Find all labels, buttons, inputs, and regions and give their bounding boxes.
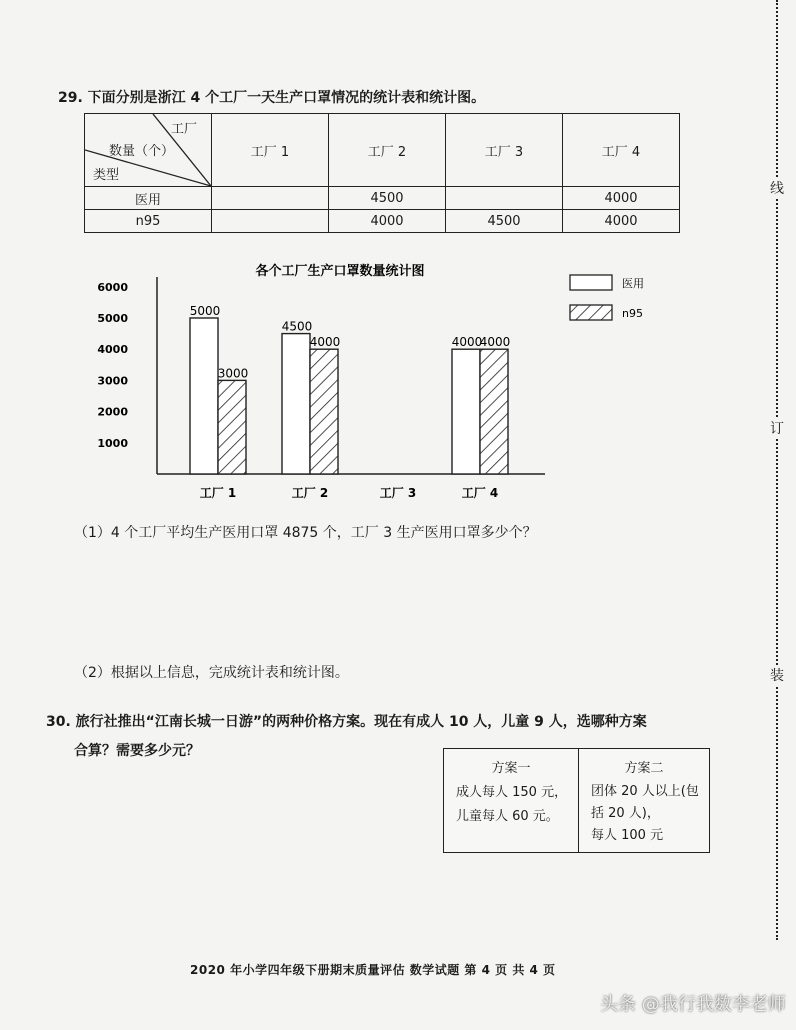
legend-swatch-n95	[570, 305, 612, 320]
table-cell[interactable]	[446, 187, 563, 210]
q29-sub2: （2）根据以上信息，完成统计表和统计图。	[74, 665, 349, 681]
table-row	[85, 187, 680, 210]
row-label: n95	[85, 210, 212, 233]
y-tick-label: 6000	[97, 280, 128, 294]
data-label: 4000	[309, 335, 341, 350]
q29-sub1: （1）4 个工厂平均生产医用口罩 4875 个，工厂 3 生产医用口罩多少个？	[74, 525, 537, 541]
data-label: 5000	[189, 304, 221, 318]
y-axis-ticks	[97, 281, 128, 450]
table-cell: 4500	[446, 210, 563, 233]
table-diagonal-header	[85, 114, 212, 187]
y-tick-label: 2000	[97, 405, 128, 419]
table-row	[85, 210, 680, 233]
q29-title: 29. 下面分别是浙江 4 个工厂一天生产口罩情况的统计表和统计图。	[58, 90, 486, 106]
plan-one-box	[443, 748, 579, 853]
q30-title: 30. 旅行社推出“江南长城一日游”的两种价格方案。现在有成人 10 人，儿童 9 人，选哪种方案	[46, 714, 647, 730]
x-tick-label: 工厂 3	[379, 486, 417, 500]
data-label: 4500	[281, 319, 313, 334]
chart-title: 各个工厂生产口罩数量统计图	[255, 264, 425, 279]
bars	[190, 304, 511, 474]
col-header: 工厂 4	[563, 114, 680, 187]
x-tick-label: 工厂 2	[291, 486, 329, 500]
legend	[570, 275, 644, 320]
row-label: 医用	[85, 187, 212, 210]
legend-swatch-medical	[570, 275, 612, 290]
bar-medical	[282, 334, 310, 474]
dotted-binding-line	[776, 0, 778, 940]
bar-n95	[480, 349, 508, 474]
plan-one-title: 方案一	[491, 761, 531, 776]
x-tick-label: 工厂 4	[461, 486, 499, 500]
plan-two-title: 方案二	[624, 761, 664, 776]
bar-n95	[310, 349, 338, 474]
watermark: 头条 @我行我数李老师	[600, 994, 786, 1015]
table-cell: 4500	[329, 187, 446, 210]
binding-mark-ding: 订	[766, 418, 788, 438]
table-cell[interactable]	[212, 210, 329, 233]
table-cell: 4000	[563, 210, 680, 233]
col-header: 工厂 1	[212, 114, 329, 187]
x-axis-labels	[200, 486, 499, 500]
binding-margin	[766, 0, 796, 940]
table-cell: 4000	[563, 187, 680, 210]
y-tick-label: 1000	[97, 436, 128, 450]
header-factory: 工厂	[171, 122, 198, 137]
y-tick-label: 4000	[97, 343, 128, 357]
plan-two-line: 括 20 人)，	[591, 806, 660, 821]
bar-n95	[218, 380, 246, 474]
binding-mark-xian: 线	[766, 178, 788, 198]
binding-mark-zhuang: 装	[766, 665, 788, 685]
y-tick-label: 3000	[97, 374, 128, 388]
page-footer: 2020 年小学四年级下册期末质量评估 数学试题 第 4 页 共 4 页	[190, 963, 556, 977]
bar-medical	[452, 349, 480, 474]
plan-one-line: 成人每人 150 元，	[456, 785, 568, 800]
legend-label: n95	[622, 307, 643, 320]
bar-chart	[80, 255, 700, 510]
table-cell[interactable]	[212, 187, 329, 210]
y-tick-label: 5000	[97, 312, 128, 325]
x-tick-label: 工厂 1	[199, 486, 237, 500]
bar-medical	[190, 318, 218, 474]
plan-one-line: 儿童每人 60 元。	[456, 809, 559, 824]
plan-two-line: 团体 20 人以上(包	[591, 784, 699, 799]
col-header: 工厂 3	[446, 114, 563, 187]
plan-two-box	[578, 748, 710, 853]
table-cell: 4000	[329, 210, 446, 233]
header-quantity: 数量（个）	[109, 144, 175, 159]
statistics-table	[84, 113, 680, 233]
col-header: 工厂 2	[329, 114, 446, 187]
header-type: 类型	[93, 168, 120, 183]
plan-two-line: 每人 100 元	[591, 828, 664, 843]
data-label: 4000	[451, 335, 483, 350]
data-label: 4000	[479, 335, 511, 350]
q30-title-cont: 合算？需要多少元？	[74, 743, 200, 759]
legend-label: 医用	[622, 277, 644, 290]
data-label: 3000	[217, 366, 249, 381]
